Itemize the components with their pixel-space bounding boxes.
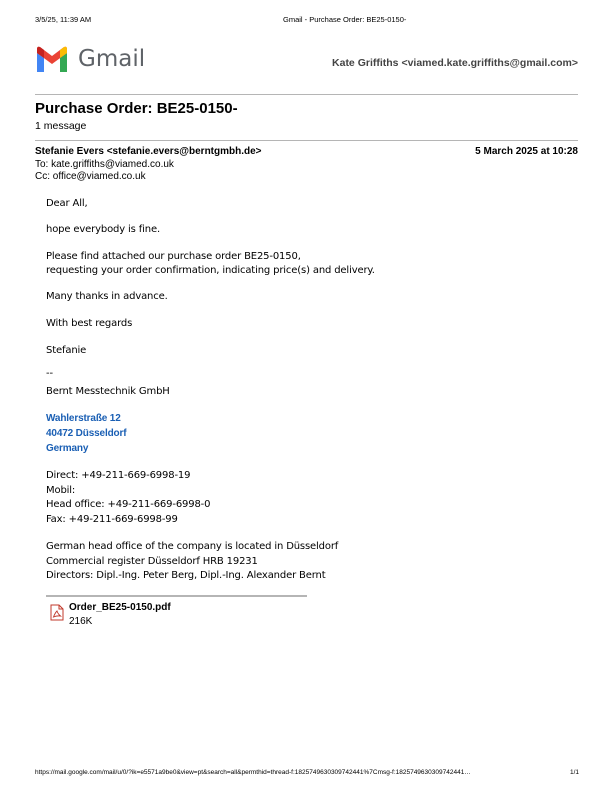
attachment-divider: [46, 595, 307, 597]
to-line: To: kate.griffiths@viamed.co.uk: [35, 159, 174, 170]
phone-mobil: Mobil:: [46, 485, 76, 496]
subject-divider: [35, 140, 578, 141]
address-street-link[interactable]: Wahlerstraße 12: [46, 413, 121, 424]
body-line: hope everybody is fine.: [46, 224, 160, 235]
body-line: requesting your order confirmation, indicating price(s) and delivery.: [46, 265, 375, 276]
signature-name: Stefanie: [46, 345, 87, 356]
address-city-link[interactable]: 40472 Düsseldorf: [46, 428, 127, 439]
cc-line: Cc: office@viamed.co.uk: [35, 171, 146, 182]
address-country-link[interactable]: Germany: [46, 443, 89, 454]
legal-line: Directors: Dipl.-Ing. Peter Berg, Dipl.-Ing. Alexander Bernt: [46, 570, 326, 581]
attachment-filename[interactable]: Order_BE25-0150.pdf: [69, 602, 171, 613]
footer-url: https://mail.google.com/mail/u/0/?ik=e5571a9be0&view=pt&search=all&permthid=thread-f:1825749630309742441%7Cmsg-f:1825749630309742441…: [35, 769, 471, 776]
sender: Stefanie Evers <stefanie.evers@berntgmbh.de>: [35, 146, 262, 157]
email-subject: Purchase Order: BE25-0150-: [35, 100, 238, 117]
pdf-file-icon[interactable]: [50, 604, 64, 621]
message-date: 5 March 2025 at 10:28: [475, 146, 578, 157]
body-line: Many thanks in advance.: [46, 291, 168, 302]
message-count: 1 message: [35, 120, 87, 132]
phone-head-office: Head office: +49-211-669-6998-0: [46, 499, 211, 510]
legal-line: Commercial register Düsseldorf HRB 19231: [46, 556, 258, 567]
print-datetime: 3/5/25, 11:39 AM: [35, 15, 92, 24]
phone-direct: Direct: +49-211-669-6998-19: [46, 470, 191, 481]
account-email: Kate Griffiths <viamed.kate.griffiths@gmail.com>: [332, 57, 578, 69]
company-name: Bernt Messtechnik GmbH: [46, 386, 170, 397]
signature-separator: --: [46, 368, 53, 379]
closing: With best regards: [46, 318, 133, 329]
body-line: Please find attached our purchase order BE25-0150,: [46, 251, 301, 262]
fax: Fax: +49-211-669-6998-99: [46, 514, 178, 525]
attachment-size: 216K: [69, 616, 93, 627]
print-title: Gmail - Purchase Order: BE25-0150-: [283, 15, 407, 24]
greeting: Dear All,: [46, 198, 88, 209]
header-divider: [35, 94, 578, 95]
gmail-wordmark: Gmail: [78, 46, 146, 72]
legal-line: German head office of the company is located in Düsseldorf: [46, 541, 339, 552]
page-number: 1/1: [569, 769, 579, 776]
gmail-logo-icon: [35, 46, 69, 72]
